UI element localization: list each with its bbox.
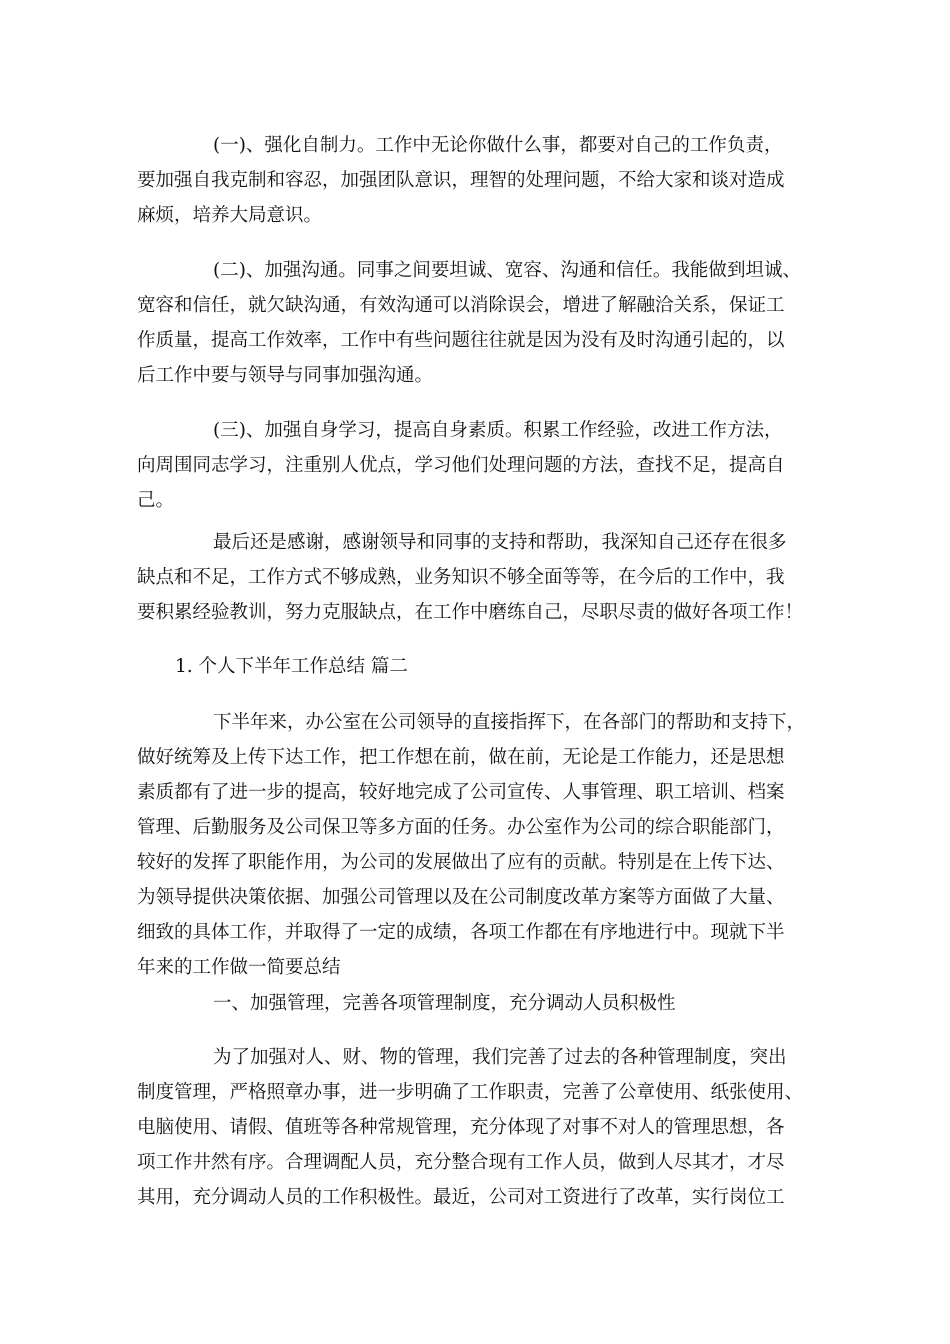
- paragraph-thanks: [137, 525, 817, 630]
- text-line: 麻烦，培养大局意识。: [137, 205, 323, 226]
- text-line: 向周围同志学习，注重别人优点，学习他们处理问题的方法，查找不足，提高自: [137, 455, 785, 476]
- paragraph-overview: [137, 705, 817, 985]
- text-line: 电脑使用、请假、值班等各种常规管理，充分体现了对事不对人的管理思想，各: [137, 1117, 785, 1138]
- text-line: 下半年来，办公室在公司领导的直接指挥下，在各部门的帮助和支持下，: [213, 712, 806, 733]
- text-line: 细致的具体工作，并取得了一定的成绩，各项工作都在有序地进行中。现就下半: [137, 922, 785, 943]
- subsection-heading-text: 一、加强管理，完善各项管理制度，充分调动人员积极性: [213, 993, 676, 1014]
- text-line: (三)、加强自身学习，提高自身素质。积累工作经验，改进工作方法，: [213, 420, 783, 441]
- text-line: 做好统筹及上传下达工作，把工作想在前，做在前，无论是工作能力，还是思想: [137, 747, 785, 768]
- section-title-text: 1. 个人下半年工作总结 篇二: [175, 656, 408, 677]
- subsection-heading: [137, 986, 817, 1021]
- text-line: 为领导提供决策依据、加强公司管理以及在公司制度改革方案等方面做了大量、: [137, 887, 785, 908]
- text-line: 己。: [137, 490, 175, 511]
- text-line: 最后还是感谢，感谢领导和同事的支持和帮助，我深知自己还存在很多: [213, 532, 787, 553]
- text-line: 作质量，提高工作效率，工作中有些问题往往就是因为没有及时沟通引起的，以: [137, 330, 785, 351]
- text-line: (一)、强化自制力。工作中无论你做什么事，都要对自己的工作负责，: [213, 135, 783, 156]
- text-line: 其用，充分调动人员的工作积极性。最近，公司对工资进行了改革，实行岗位工: [137, 1187, 785, 1208]
- text-line: 要积累经验教训，努力克服缺点，在工作中磨练自己，尽职尽责的做好各项工作！: [137, 602, 804, 623]
- text-line: 宽容和信任，就欠缺沟通，有效沟通可以消除误会，增进了解融洽关系，保证工: [137, 295, 785, 316]
- paragraph-management: [137, 1040, 817, 1215]
- text-line: 制度管理，严格照章办事，进一步明确了工作职责，完善了公章使用、纸张使用、: [137, 1082, 804, 1103]
- text-line: (二)、加强沟通。同事之间要坦诚、宽容、沟通和信任。我能做到坦诚、: [213, 260, 801, 281]
- text-line: 后工作中要与领导与同事加强沟通。: [137, 365, 434, 386]
- text-line: 项工作井然有序。合理调配人员，充分整合现有工作人员，做到人尽其才，才尽: [137, 1152, 785, 1173]
- paragraph-self-study: [137, 413, 817, 518]
- text-line: 素质都有了进一步的提高，较好地完成了公司宣传、人事管理、职工培训、档案: [137, 782, 785, 803]
- text-line: 年来的工作做一简要总结: [137, 957, 341, 978]
- text-line: 缺点和不足，工作方式不够成熟，业务知识不够全面等等，在今后的工作中，我: [137, 567, 785, 588]
- text-line: 要加强自我克制和容忍，加强团队意识，理智的处理问题，不给大家和谈对造成: [137, 170, 785, 191]
- section-title: [137, 649, 817, 684]
- text-line: 较好的发挥了职能作用，为公司的发展做出了应有的贡献。特别是在上传下达、: [137, 852, 785, 873]
- text-line: 为了加强对人、财、物的管理，我们完善了过去的各种管理制度，突出: [213, 1047, 787, 1068]
- paragraph-communication: [137, 253, 817, 393]
- text-line: 管理、后勤服务及公司保卫等多方面的任务。办公室作为公司的综合职能部门，: [137, 817, 785, 838]
- paragraph-self-control: [137, 128, 817, 233]
